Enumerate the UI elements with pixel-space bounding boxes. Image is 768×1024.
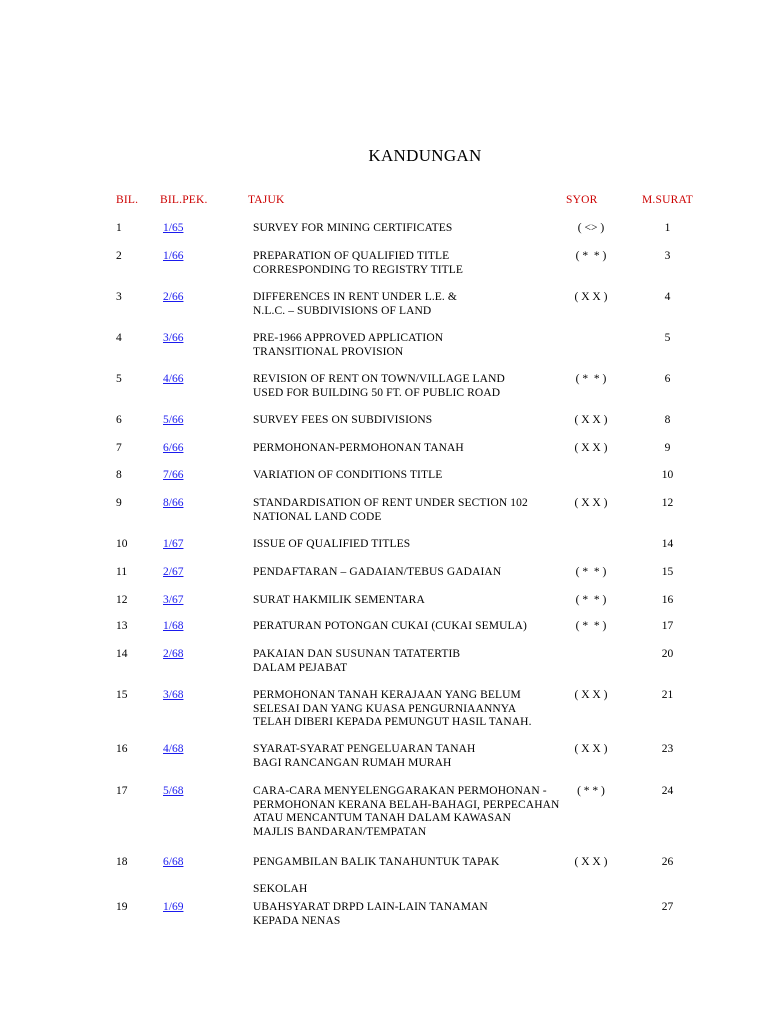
row-page-number: 20 [661, 648, 674, 660]
row-number: 5 [116, 373, 122, 385]
row-page-number: 10 [661, 469, 674, 481]
row-title: PERATURAN POTONGAN CUKAI (CUKAI SEMULA) [253, 620, 527, 632]
row-page-number: 16 [661, 594, 674, 606]
row-title: STANDARDISATION OF RENT UNDER SECTION 102 NATIONAL LAND CODE [253, 497, 528, 523]
circular-number-link[interactable]: 1/69 [163, 901, 184, 913]
header-bil-pek: BIL.PEK. [160, 194, 208, 206]
row-title: PRE-1966 APPROVED APPLICATION TRANSITIONAL PROVISION [253, 332, 444, 358]
row-number: 10 [116, 538, 128, 550]
row-page-number: 4 [664, 291, 671, 303]
circular-number-link[interactable]: 5/68 [163, 785, 184, 797]
row-title: PERMOHONAN-PERMOHONAN TANAH [253, 442, 464, 454]
row-title: PENDAFTARAN – GADAIAN/TEBUS GADAIAN [253, 566, 502, 578]
row-page-number: 12 [661, 497, 674, 509]
row-title: UBAHSYARAT DRPD LAIN-LAIN TANAMAN KEPADA NENAS [253, 901, 488, 927]
row-recommendation: ( X X ) [574, 743, 608, 755]
row-page-number: 15 [661, 566, 674, 578]
circular-number-link[interactable]: 1/68 [163, 620, 184, 632]
circular-number-link[interactable]: 2/66 [163, 291, 184, 303]
row-title: PENGAMBILAN BALIK TANAHUNTUK TAPAK SEKOLAH [253, 856, 500, 895]
circular-number-link[interactable]: 6/68 [163, 856, 184, 868]
row-recommendation: ( * * ) [575, 250, 607, 262]
row-title: REVISION OF RENT ON TOWN/VILLAGE LAND USED FOR BUILDING 50 FT. OF PUBLIC ROAD [253, 373, 505, 399]
row-title: ISSUE OF QUALIFIED TITLES [253, 538, 411, 550]
row-number: 16 [116, 743, 128, 755]
row-title: PAKAIAN DAN SUSUNAN TATATERTIB DALAM PEJABAT [253, 648, 461, 674]
row-number: 12 [116, 594, 128, 606]
header-bil: BIL. [116, 194, 139, 206]
circular-number-link[interactable]: 6/66 [163, 442, 184, 454]
row-title: SURVEY FEES ON SUBDIVISIONS [253, 414, 433, 426]
row-page-number: 14 [661, 538, 674, 550]
row-title: SURAT HAKMILIK SEMENTARA [253, 594, 425, 606]
row-number: 1 [116, 222, 122, 234]
row-number: 9 [116, 497, 122, 509]
circular-number-link[interactable]: 2/67 [163, 566, 184, 578]
row-recommendation: ( * * ) [575, 594, 607, 606]
row-page-number: 9 [664, 442, 671, 454]
row-number: 14 [116, 648, 128, 660]
row-page-number: 17 [661, 620, 674, 632]
row-page-number: 27 [661, 901, 674, 913]
row-number: 4 [116, 332, 122, 344]
circular-number-link[interactable]: 3/66 [163, 332, 184, 344]
row-page-number: 8 [664, 414, 671, 426]
row-number: 3 [116, 291, 122, 303]
row-number: 19 [116, 901, 128, 913]
circular-number-link[interactable]: 1/66 [163, 250, 184, 262]
row-page-number: 24 [661, 785, 674, 797]
row-recommendation: ( X X ) [574, 689, 608, 701]
row-title: DIFFERENCES IN RENT UNDER L.E. & N.L.C. – SUBDIVISIONS OF LAND [253, 291, 457, 317]
row-recommendation: ( X X ) [574, 856, 608, 868]
row-page-number: 5 [664, 332, 671, 344]
row-title: SYARAT-SYARAT PENGELUARAN TANAH BAGI RANCANGAN RUMAH MURAH [253, 743, 476, 769]
row-page-number: 23 [661, 743, 674, 755]
header-tajuk: TAJUK [248, 194, 285, 206]
row-number: 15 [116, 689, 128, 701]
row-number: 17 [116, 785, 128, 797]
row-recommendation: ( X X ) [574, 497, 608, 509]
row-title: CARA-CARA MENYELENGGARAKAN PERMOHONAN - PERMOHONAN KERANA BELAH-BAHAGI, PERPECAHAN ATAU MENCANTUM TANAH DALAM KAWASAN MAJLIS BANDARAN/TEMPATAN [253, 785, 560, 838]
row-page-number: 6 [664, 373, 671, 385]
circular-number-link[interactable]: 3/68 [163, 689, 184, 701]
row-recommendation: ( * * ) [577, 785, 605, 797]
row-title: VARIATION OF CONDITIONS TITLE [253, 469, 443, 481]
row-page-number: 26 [661, 856, 674, 868]
row-recommendation: ( X X ) [574, 442, 608, 454]
circular-number-link[interactable]: 5/66 [163, 414, 184, 426]
circular-number-link[interactable]: 7/66 [163, 469, 184, 481]
row-title: PREPARATION OF QUALIFIED TITLE CORRESPONDING TO REGISTRY TITLE [253, 250, 464, 276]
row-number: 13 [116, 620, 128, 632]
row-title: PERMOHONAN TANAH KERAJAAN YANG BELUM SELESAI DAN YANG KUASA PENGURNIAANNYA TELAH DIBERI KEPADA PEMUNGUT HASIL TANAH. [253, 689, 532, 728]
circular-number-link[interactable]: 8/66 [163, 497, 184, 509]
row-number: 7 [116, 442, 122, 454]
row-page-number: 3 [664, 250, 671, 262]
row-number: 11 [116, 566, 128, 578]
row-number: 18 [116, 856, 128, 868]
circular-number-link[interactable]: 1/67 [163, 538, 184, 550]
page-title: KANDUNGAN [368, 146, 482, 165]
circular-number-link[interactable]: 2/68 [163, 648, 184, 660]
header-syor: SYOR [566, 194, 598, 206]
circular-number-link[interactable]: 3/67 [163, 594, 184, 606]
header-m-surat: M.SURAT [642, 194, 693, 206]
row-page-number: 1 [664, 222, 671, 234]
row-number: 2 [116, 250, 122, 262]
row-page-number: 21 [661, 689, 674, 701]
row-number: 8 [116, 469, 122, 481]
row-number: 6 [116, 414, 122, 426]
circular-number-link[interactable]: 4/68 [163, 743, 184, 755]
row-recommendation: ( <> ) [577, 222, 605, 234]
circular-number-link[interactable]: 4/66 [163, 373, 184, 385]
row-recommendation: ( * * ) [575, 620, 607, 632]
row-recommendation: ( * * ) [575, 566, 607, 578]
row-recommendation: ( X X ) [574, 414, 608, 426]
row-recommendation: ( X X ) [574, 291, 608, 303]
row-recommendation: ( * * ) [575, 373, 607, 385]
row-title: SURVEY FOR MINING CERTIFICATES [253, 222, 453, 234]
circular-number-link[interactable]: 1/65 [163, 222, 184, 234]
